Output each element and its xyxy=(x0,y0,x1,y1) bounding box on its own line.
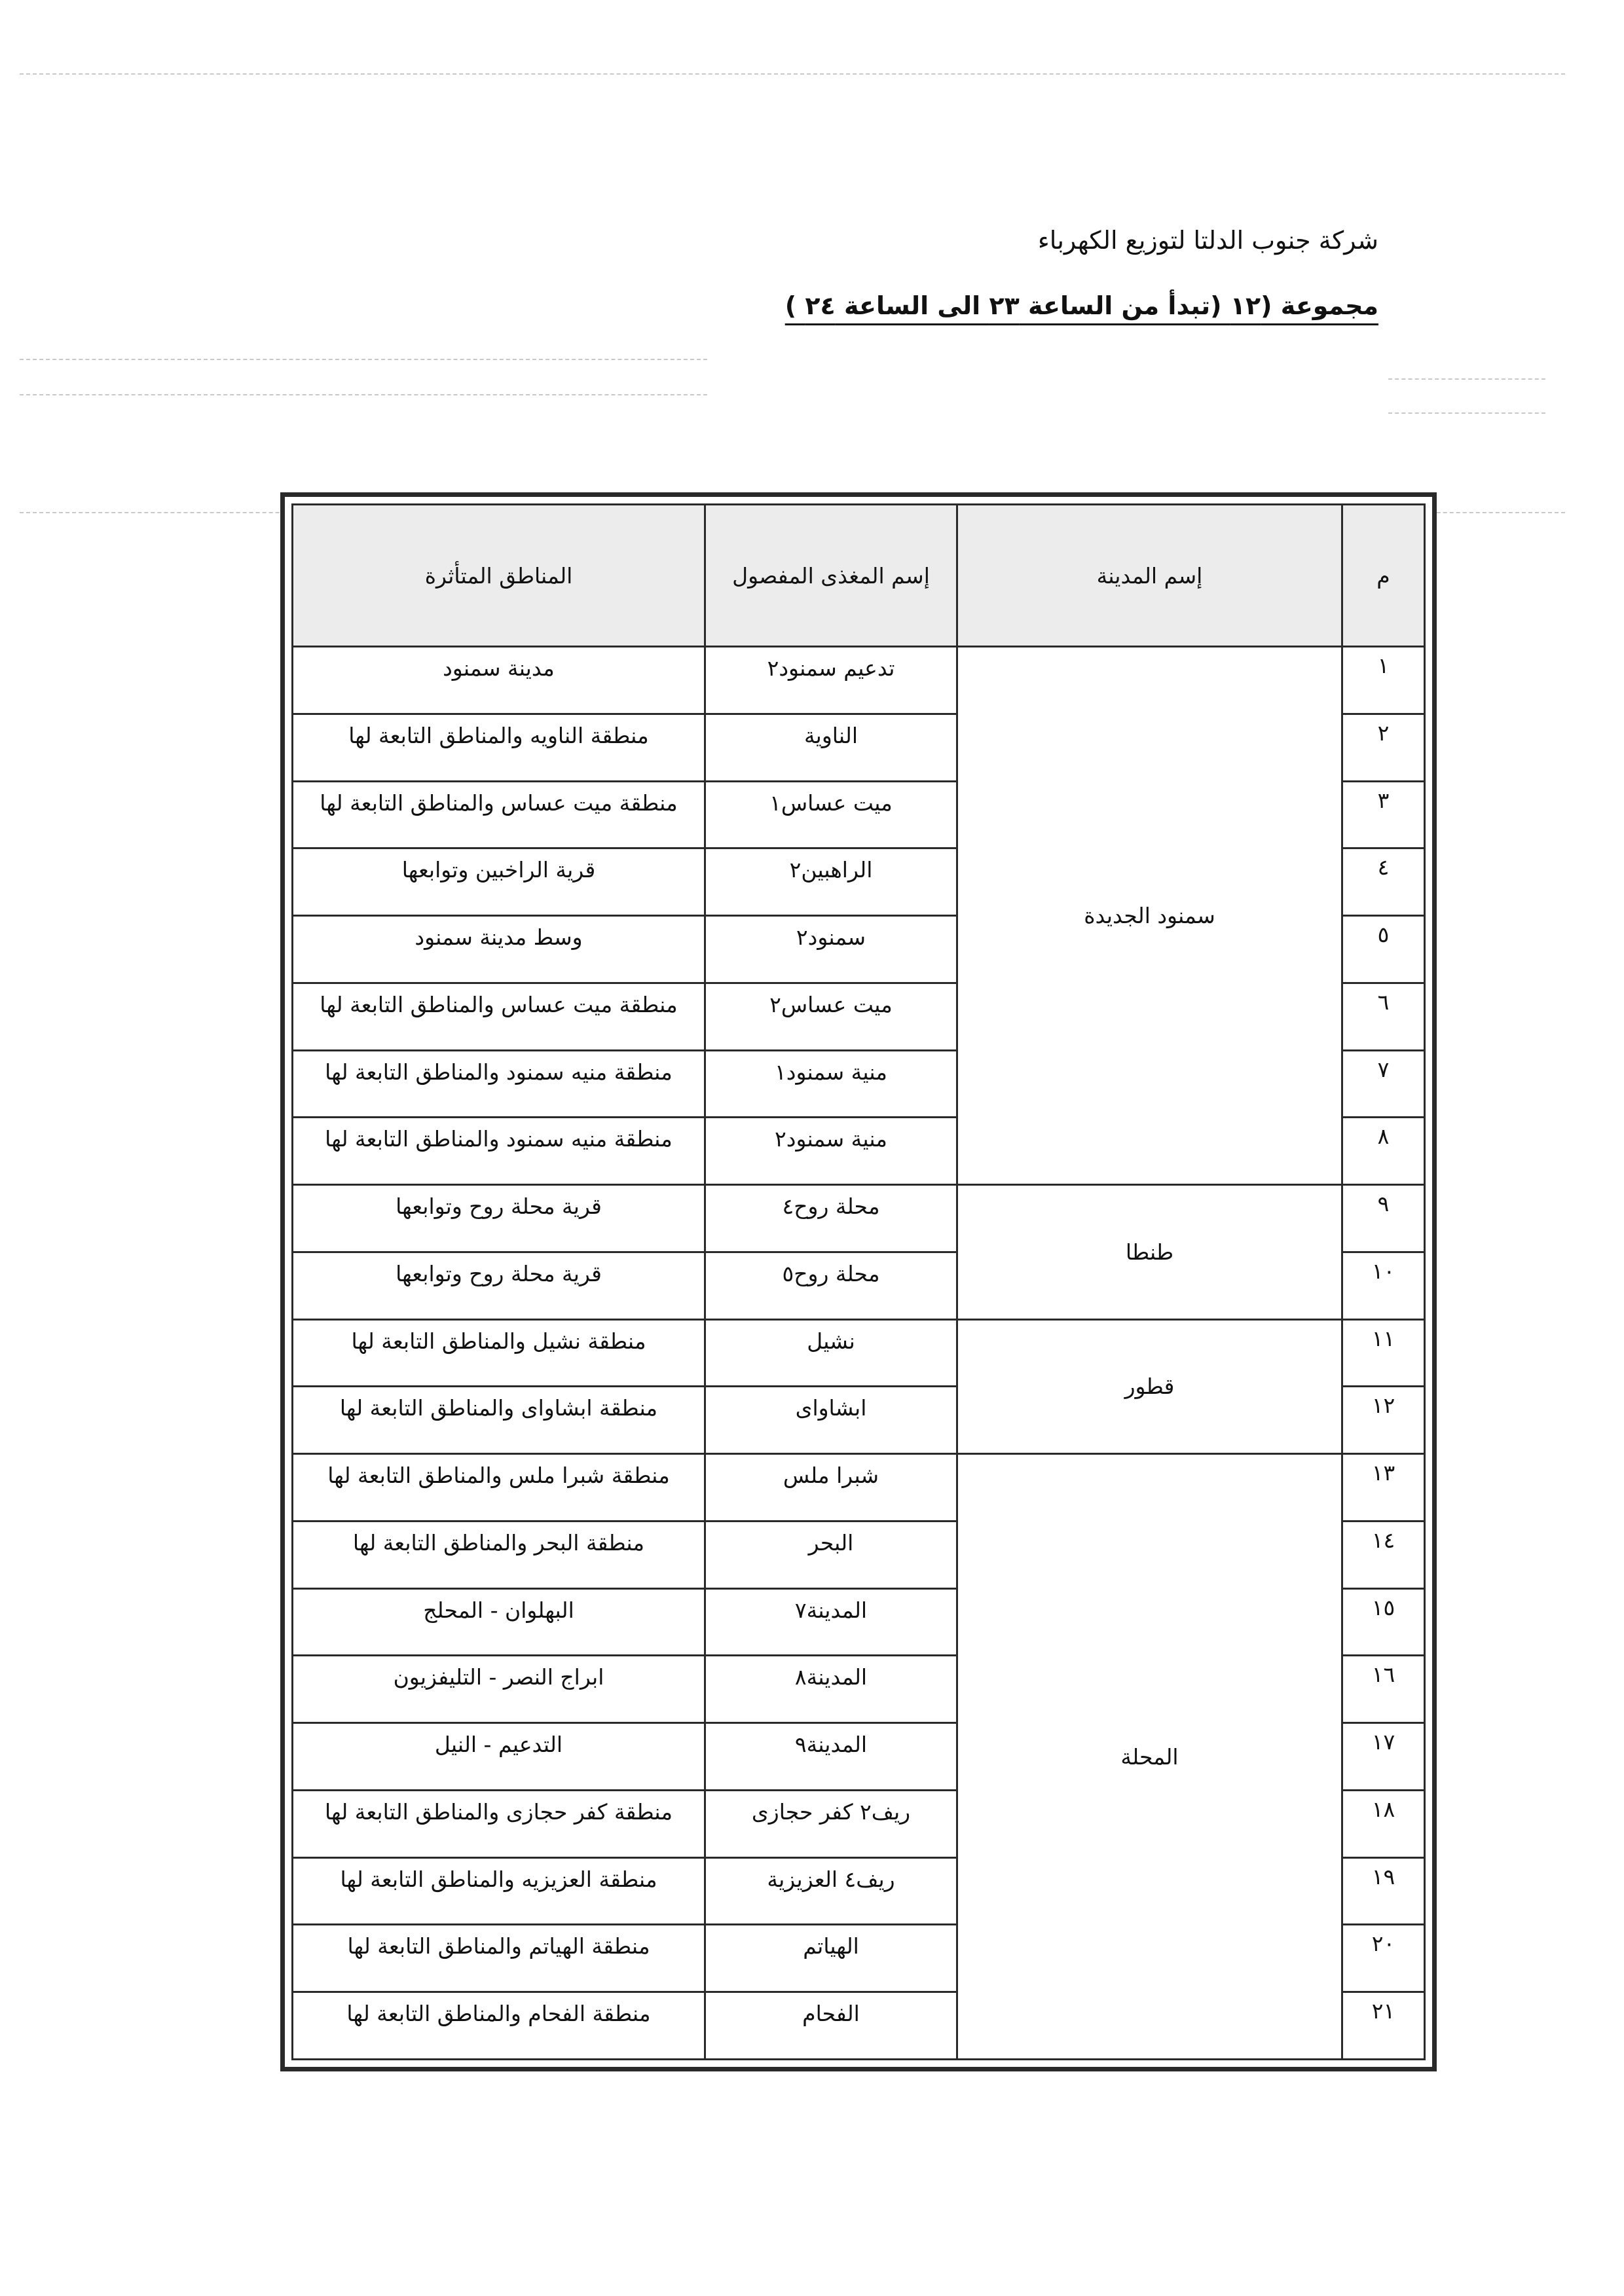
feeder-cell: سمنود٢ xyxy=(705,916,957,983)
areas-cell: قرية محلة روح وتوابعها xyxy=(293,1252,705,1319)
areas-cell: منطقة ميت عساس والمناطق التابعة لها xyxy=(293,983,705,1050)
city-cell: سمنود الجديدة xyxy=(957,647,1342,1185)
city-cell: قطور xyxy=(957,1319,1342,1454)
feeder-cell: المدينة٨ xyxy=(705,1656,957,1723)
areas-cell: منطقة الناويه والمناطق التابعة لها xyxy=(293,714,705,781)
city-cell: طنطا xyxy=(957,1185,1342,1320)
row-number: ١٠ xyxy=(1342,1252,1425,1319)
areas-cell: التدعيم - النيل xyxy=(293,1723,705,1791)
column-header-city: إسم المدينة xyxy=(957,505,1342,647)
areas-cell: مدينة سمنود xyxy=(293,647,705,714)
row-number: ١٣ xyxy=(1342,1454,1425,1522)
row-number: ١٤ xyxy=(1342,1521,1425,1588)
row-number: ١ xyxy=(1342,647,1425,714)
table-row xyxy=(293,1185,1425,1252)
scan-artifact-right-2 xyxy=(1388,412,1545,414)
areas-cell: قرية الراخبين وتوابعها xyxy=(293,848,705,916)
areas-cell: منطقة منيه سمنود والمناطق التابعة لها xyxy=(293,1050,705,1118)
areas-cell: منطقة نشيل والمناطق التابعة لها xyxy=(293,1319,705,1387)
areas-cell: منطقة ابشاواى والمناطق التابعة لها xyxy=(293,1387,705,1454)
row-number: ١٩ xyxy=(1342,1857,1425,1925)
row-number: ٨ xyxy=(1342,1118,1425,1185)
table-header-row xyxy=(293,505,1425,647)
feeder-cell: ريف٢ كفر حجازى xyxy=(705,1790,957,1857)
row-number: ١١ xyxy=(1342,1319,1425,1387)
areas-cell: منطقة العزيزيه والمناطق التابعة لها xyxy=(293,1857,705,1925)
areas-cell: منطقة شبرا ملس والمناطق التابعة لها xyxy=(293,1454,705,1522)
feeder-cell: منية سمنود٢ xyxy=(705,1118,957,1185)
feeder-cell: الناوية xyxy=(705,714,957,781)
feeder-cell: الهياتم xyxy=(705,1925,957,1992)
city-cell: المحلة xyxy=(957,1454,1342,2060)
areas-cell: البهلوان - المحلج xyxy=(293,1588,705,1656)
areas-cell: منطقة منيه سمنود والمناطق التابعة لها xyxy=(293,1118,705,1185)
row-number: ٢٠ xyxy=(1342,1925,1425,1992)
areas-cell: قرية محلة روح وتوابعها xyxy=(293,1185,705,1252)
row-number: ١٢ xyxy=(1342,1387,1425,1454)
areas-cell: وسط مدينة سمنود xyxy=(293,916,705,983)
row-number: ٣ xyxy=(1342,781,1425,848)
outage-table xyxy=(291,503,1426,2060)
feeder-cell: ميت عساس٢ xyxy=(705,983,957,1050)
scan-artifact-right xyxy=(1388,378,1545,380)
row-number: ١٥ xyxy=(1342,1588,1425,1656)
row-number: ٩ xyxy=(1342,1185,1425,1252)
column-header-feeder: إسم المغذى المفصول xyxy=(705,505,957,647)
feeder-cell: ابشاواى xyxy=(705,1387,957,1454)
outage-table-frame xyxy=(280,492,1437,2071)
row-number: ٧ xyxy=(1342,1050,1425,1118)
row-number: ٢ xyxy=(1342,714,1425,781)
scan-artifact-top xyxy=(20,73,1565,75)
areas-cell: منطقة البحر والمناطق التابعة لها xyxy=(293,1521,705,1588)
areas-cell: منطقة الفحام والمناطق التابعة لها xyxy=(293,1992,705,2060)
row-number: ١٧ xyxy=(1342,1723,1425,1791)
row-number: ٦ xyxy=(1342,983,1425,1050)
row-number: ١٦ xyxy=(1342,1656,1425,1723)
column-header-num: م xyxy=(1342,505,1425,647)
table-row xyxy=(293,1454,1425,1522)
feeder-cell: شبرا ملس xyxy=(705,1454,957,1522)
feeder-cell: البحر xyxy=(705,1521,957,1588)
feeder-cell: محلة روح٥ xyxy=(705,1252,957,1319)
areas-cell: منطقة الهياتم والمناطق التابعة لها xyxy=(293,1925,705,1992)
row-number: ٥ xyxy=(1342,916,1425,983)
feeder-cell: الراهبين٢ xyxy=(705,848,957,916)
feeder-cell: المدينة٩ xyxy=(705,1723,957,1791)
feeder-cell: الفحام xyxy=(705,1992,957,2060)
feeder-cell: تدعيم سمنود٢ xyxy=(705,647,957,714)
scan-artifact-left-2 xyxy=(20,394,707,395)
row-number: ١٨ xyxy=(1342,1790,1425,1857)
areas-cell: منطقة ميت عساس والمناطق التابعة لها xyxy=(293,781,705,848)
group-title: مجموعة (١٢ (تبدأ من الساعة ٢٣ الى الساعة ٢٤ ) xyxy=(784,291,1378,320)
table-row xyxy=(293,647,1425,714)
feeder-cell: ميت عساس١ xyxy=(705,781,957,848)
row-number: ٢١ xyxy=(1342,1992,1425,2060)
feeder-cell: محلة روح٤ xyxy=(705,1185,957,1252)
row-number: ٤ xyxy=(1342,848,1425,916)
table-row xyxy=(293,1319,1425,1387)
scan-artifact-left xyxy=(20,359,707,360)
areas-cell: ابراج النصر - التليفزيون xyxy=(293,1656,705,1723)
feeder-cell: ريف٤ العزيزية xyxy=(705,1857,957,1925)
feeder-cell: المدينة٧ xyxy=(705,1588,957,1656)
company-name: شركة جنوب الدلتا لتوزيع الكهرباء xyxy=(1037,226,1378,255)
feeder-cell: نشيل xyxy=(705,1319,957,1387)
areas-cell: منطقة كفر حجازى والمناطق التابعة لها xyxy=(293,1790,705,1857)
column-header-areas: المناطق المتأثرة xyxy=(293,505,705,647)
feeder-cell: منية سمنود١ xyxy=(705,1050,957,1118)
